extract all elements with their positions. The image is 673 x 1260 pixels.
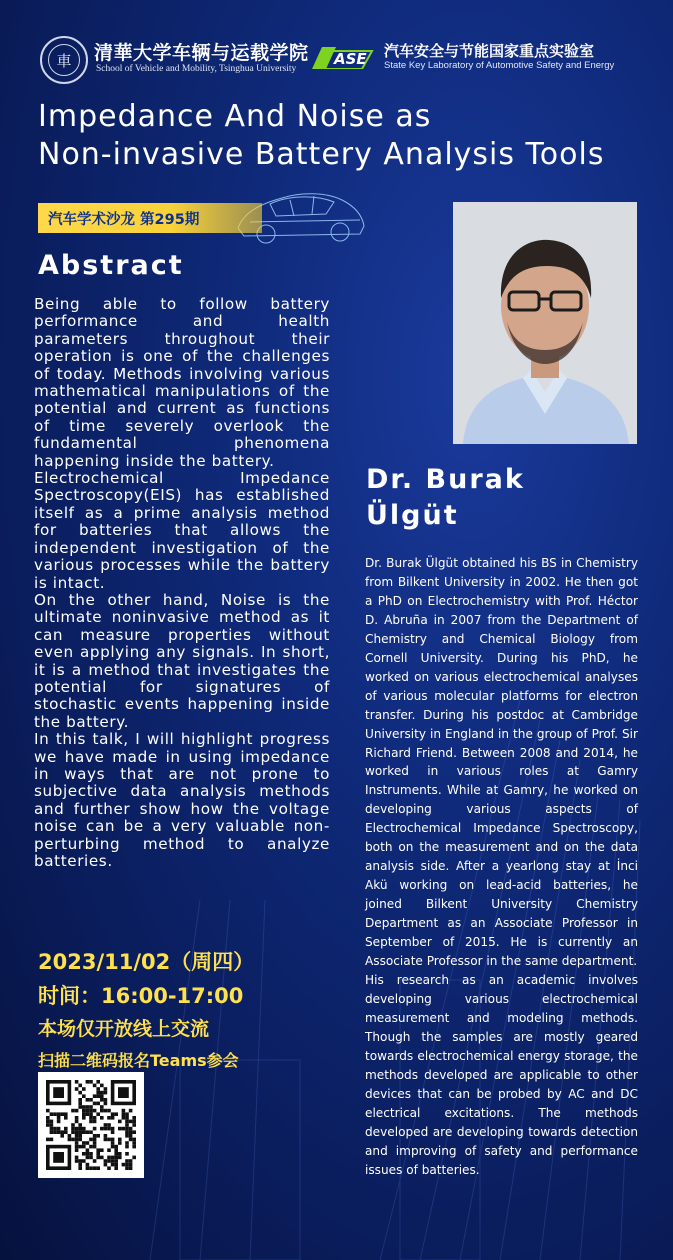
qr-module: [125, 1141, 129, 1145]
qr-module: [107, 1109, 111, 1113]
qr-module: [104, 1138, 108, 1142]
qr-module: [50, 1138, 54, 1142]
qr-module: [75, 1141, 79, 1145]
qr-module: [132, 1156, 136, 1160]
qr-module: [114, 1145, 118, 1149]
qr-module: [107, 1148, 111, 1152]
qr-module: [82, 1141, 86, 1145]
qr-module: [71, 1130, 75, 1134]
qr-module: [71, 1127, 75, 1131]
qr-module: [111, 1138, 115, 1142]
qr-module: [60, 1134, 64, 1138]
speaker-bio-paragraph: His research as an academic involves developing various electrochemical measurement and modeling methods. Though the samples are mostly geared towards electrochemical energy storage, the methods developed are applicable to other devices that can be probed by AC and DC electrical excitations. The methods developed are developing towards detection and improving of safety and performance issues of batteries.: [365, 972, 638, 1177]
qr-module: [100, 1098, 104, 1102]
qr-module: [125, 1163, 129, 1167]
qr-module: [125, 1116, 129, 1120]
qr-finder-center: [118, 1087, 129, 1098]
qr-module: [93, 1127, 97, 1131]
qr-module: [53, 1127, 57, 1131]
abstract-paragraph: In this talk, I will highlight progress we have made in using impedance in ways that are not prone to subjective data analysis methods and further show how the voltage noise can be a very valuable non-perturbing method to analyze batteries.: [34, 730, 330, 870]
qr-module: [118, 1127, 122, 1131]
qr-module: [50, 1120, 54, 1124]
qr-module: [86, 1130, 90, 1134]
qr-module: [93, 1145, 97, 1149]
qr-module: [93, 1120, 97, 1124]
qr-module: [111, 1130, 115, 1134]
qr-module: [107, 1138, 111, 1142]
qr-module: [107, 1123, 111, 1127]
qr-module: [125, 1152, 129, 1156]
qr-module: [75, 1156, 79, 1160]
qr-module: [104, 1123, 108, 1127]
qr-module: [46, 1116, 50, 1120]
qr-module: [122, 1116, 126, 1120]
qr-module: [78, 1102, 82, 1106]
qr-module: [125, 1145, 129, 1149]
qr-module: [75, 1159, 79, 1163]
qr-module: [89, 1105, 93, 1109]
qr-module: [111, 1141, 115, 1145]
ase-lab-logo: [312, 43, 378, 69]
qr-module: [129, 1130, 133, 1134]
school-name-cn: 清華大学车辆与运载学院: [94, 42, 309, 64]
qr-module: [82, 1130, 86, 1134]
qr-module: [96, 1091, 100, 1095]
qr-module: [93, 1102, 97, 1106]
qr-module: [86, 1112, 90, 1116]
abstract-paragraph: Electrochemical Impedance Spectroscopy(EIS) has established itself as a prime analysis method for batteries that allows the independent investigation of the various processes while the battery is intact.: [34, 469, 330, 592]
qr-module: [46, 1138, 50, 1142]
qr-module: [96, 1166, 100, 1170]
qr-module: [125, 1130, 129, 1134]
qr-module: [50, 1123, 54, 1127]
qr-module: [107, 1127, 111, 1131]
qr-module: [64, 1112, 68, 1116]
qr-module: [132, 1116, 136, 1120]
qr-module: [100, 1127, 104, 1131]
qr-module: [104, 1163, 108, 1167]
qr-module: [111, 1145, 115, 1149]
registration-qr-code[interactable]: [38, 1072, 144, 1178]
speaker-photo: [453, 202, 637, 444]
qr-module: [114, 1148, 118, 1152]
qr-module: [96, 1087, 100, 1091]
qr-module: [129, 1163, 133, 1167]
qr-module: [78, 1130, 82, 1134]
qr-module: [93, 1138, 97, 1142]
qr-module: [60, 1130, 64, 1134]
qr-module: [129, 1138, 133, 1142]
qr-module: [82, 1087, 86, 1091]
qr-module: [96, 1112, 100, 1116]
qr-finder-center: [53, 1152, 64, 1163]
qr-module: [86, 1148, 90, 1152]
qr-module: [86, 1156, 90, 1160]
qr-module: [100, 1116, 104, 1120]
qr-module: [46, 1123, 50, 1127]
qr-module: [122, 1163, 126, 1167]
qr-module: [82, 1094, 86, 1098]
qr-module: [132, 1138, 136, 1142]
qr-module: [71, 1109, 75, 1113]
tsinghua-logo: [40, 36, 88, 84]
event-info: [38, 946, 254, 1072]
qr-module: [96, 1156, 100, 1160]
qr-module: [78, 1145, 82, 1149]
qr-module: [93, 1084, 97, 1088]
speaker-name-line-2: Ülgüt: [366, 500, 459, 531]
qr-module: [89, 1130, 93, 1134]
qr-module: [132, 1141, 136, 1145]
qr-module: [86, 1080, 90, 1084]
qr-module: [75, 1116, 79, 1120]
qr-module: [53, 1130, 57, 1134]
lab-name-en: State Key Laboratory of Automotive Safety and Energy: [384, 60, 615, 71]
qr-module: [93, 1166, 97, 1170]
qr-module: [89, 1112, 93, 1116]
qr-module: [100, 1156, 104, 1160]
qr-module: [100, 1094, 104, 1098]
qr-module: [118, 1141, 122, 1145]
qr-module: [96, 1148, 100, 1152]
qr-module: [75, 1134, 79, 1138]
qr-module: [57, 1127, 61, 1131]
qr-module: [75, 1080, 79, 1084]
qr-module: [111, 1112, 115, 1116]
qr-module: [86, 1098, 90, 1102]
qr-module: [78, 1166, 82, 1170]
talk-title-line-1: Impedance And Noise as: [38, 99, 432, 134]
qr-module: [132, 1123, 136, 1127]
qr-module: [64, 1130, 68, 1134]
qr-module: [100, 1148, 104, 1152]
qr-module: [104, 1091, 108, 1095]
qr-module: [104, 1109, 108, 1113]
salon-issue-badge: 汽车学术沙龙 第295期: [38, 203, 262, 233]
qr-module: [57, 1120, 61, 1124]
qr-module: [129, 1120, 133, 1124]
qr-module: [64, 1116, 68, 1120]
qr-module: [89, 1098, 93, 1102]
qr-module: [96, 1080, 100, 1084]
qr-module: [82, 1116, 86, 1120]
school-name-en: School of Vehicle and Mobility, Tsinghua University: [96, 64, 297, 74]
qr-module: [118, 1156, 122, 1160]
qr-module: [96, 1134, 100, 1138]
qr-module: [57, 1112, 61, 1116]
event-mode: 本场仅开放线上交流: [38, 1018, 210, 1040]
qr-module: [64, 1127, 68, 1131]
qr-module: [78, 1105, 82, 1109]
qr-module: [107, 1156, 111, 1160]
qr-module: [122, 1112, 126, 1116]
talk-title: [38, 98, 668, 174]
qr-module: [75, 1109, 79, 1113]
ase-lab-logo-text: ASE: [334, 50, 367, 68]
qr-module: [104, 1159, 108, 1163]
qr-module: [96, 1152, 100, 1156]
qr-module: [118, 1138, 122, 1142]
qr-module: [111, 1159, 115, 1163]
qr-module: [86, 1105, 90, 1109]
qr-module: [78, 1084, 82, 1088]
qr-module: [125, 1166, 129, 1170]
qr-module: [125, 1123, 129, 1127]
qr-module: [104, 1098, 108, 1102]
qr-module: [89, 1156, 93, 1160]
abstract-body: [34, 296, 330, 870]
qr-module: [53, 1112, 57, 1116]
qr-module: [129, 1166, 133, 1170]
speaker-bio-paragraph: Dr. Burak Ülgüt obtained his BS in Chemistry from Bilkent University in 2002. He then got a PhD on Electrochemistry with Prof. Héctor D. Abruña in 2007 from the Department of Chemistry and Chemical Biology from Cornell University. During his PhD, he worked on various electrochemical analyses of various molecular platforms for electron transfer. During his postdoc at Cambridge University in England in the group of Prof. Sir Richard Friend. Between 2008 and 2014, he worked in various roles at Gamry Instruments. While at Gamry, he worked on developing various aspects of Electrochemical Impedance Spectroscopy, both on the measurement and on the data analysis side. After a yearlong stay at İnci Akü working on lead-acid batteries, he joined Bilkent University Chemistry Department as an Associate Professor in September of 2015. He is currently an Associate Professor in the same department.: [365, 556, 638, 969]
qr-module: [107, 1116, 111, 1120]
qr-module: [78, 1159, 82, 1163]
qr-module: [78, 1123, 82, 1127]
qr-module: [75, 1148, 79, 1152]
qr-module: [75, 1127, 79, 1131]
qr-module: [129, 1134, 133, 1138]
qr-module: [78, 1138, 82, 1142]
event-signup-instruction: 扫描二维码报名Teams参会: [38, 1051, 239, 1070]
qr-module: [114, 1156, 118, 1160]
qr-module: [46, 1120, 50, 1124]
qr-module: [107, 1159, 111, 1163]
qr-module: [78, 1163, 82, 1167]
qr-module: [114, 1159, 118, 1163]
qr-module: [96, 1102, 100, 1106]
qr-module: [132, 1145, 136, 1149]
qr-module: [46, 1109, 50, 1113]
speaker-name: [366, 462, 525, 534]
qr-module: [86, 1141, 90, 1145]
qr-module: [50, 1130, 54, 1134]
qr-module: [78, 1098, 82, 1102]
qr-module: [86, 1152, 90, 1156]
qr-module: [89, 1166, 93, 1170]
qr-module: [75, 1130, 79, 1134]
qr-module: [93, 1109, 97, 1113]
lab-name-cn: 汽车安全与节能国家重点实验室: [384, 42, 595, 60]
qr-module: [114, 1163, 118, 1167]
qr-module: [114, 1152, 118, 1156]
qr-module: [100, 1084, 104, 1088]
qr-module: [89, 1116, 93, 1120]
qr-module: [78, 1134, 82, 1138]
qr-module: [82, 1112, 86, 1116]
qr-module: [104, 1134, 108, 1138]
abstract-paragraph: On the other hand, Noise is the ultimate noninvasive method as it can measure properties without even applying any signals. In short, it is a method that investigates the potential for signatures of stochastic events happening inside the battery.: [34, 590, 330, 731]
speaker-bio: [365, 554, 638, 1179]
qr-module: [89, 1152, 93, 1156]
qr-module: [50, 1112, 54, 1116]
qr-module: [82, 1127, 86, 1131]
qr-module: [68, 1134, 72, 1138]
qr-module: [86, 1163, 90, 1167]
abstract-heading: Abstract: [38, 250, 184, 281]
qr-module: [125, 1159, 129, 1163]
qr-module: [129, 1109, 133, 1113]
qr-module: [122, 1127, 126, 1131]
qr-module: [125, 1112, 129, 1116]
qr-module: [82, 1145, 86, 1149]
qr-module: [75, 1138, 79, 1142]
qr-module: [96, 1094, 100, 1098]
qr-module: [57, 1116, 61, 1120]
talk-title-line-2: Non-invasive Battery Analysis Tools: [38, 137, 605, 172]
qr-module: [89, 1145, 93, 1149]
qr-module: [111, 1156, 115, 1160]
speaker-portrait-illustration: [453, 202, 637, 444]
qr-module: [82, 1105, 86, 1109]
qr-module: [132, 1120, 136, 1124]
qr-module: [75, 1145, 79, 1149]
qr-module: [71, 1123, 75, 1127]
qr-module: [125, 1127, 129, 1131]
qr-module: [89, 1109, 93, 1113]
qr-module: [89, 1120, 93, 1124]
event-date: 2023/11/02（周四）: [38, 950, 255, 974]
qr-module: [89, 1138, 93, 1142]
qr-module: [82, 1152, 86, 1156]
qr-module: [93, 1159, 97, 1163]
qr-module: [78, 1127, 82, 1131]
qr-module: [93, 1134, 97, 1138]
qr-module: [132, 1130, 136, 1134]
qr-module: [129, 1127, 133, 1131]
qr-module: [129, 1159, 133, 1163]
qr-module: [75, 1087, 79, 1091]
qr-module: [111, 1163, 115, 1167]
qr-module: [104, 1127, 108, 1131]
qr-module: [75, 1120, 79, 1124]
qr-module: [89, 1080, 93, 1084]
qr-code-icon: [38, 1072, 144, 1178]
qr-module: [93, 1116, 97, 1120]
qr-module: [111, 1127, 115, 1131]
qr-finder-center: [53, 1087, 64, 1098]
qr-module: [122, 1109, 126, 1113]
qr-module: [93, 1094, 97, 1098]
qr-module: [118, 1120, 122, 1124]
qr-module: [86, 1166, 90, 1170]
qr-module: [100, 1105, 104, 1109]
qr-module: [125, 1134, 129, 1138]
header: [0, 0, 673, 90]
qr-module: [78, 1091, 82, 1095]
qr-module: [57, 1130, 61, 1134]
qr-module: [60, 1112, 64, 1116]
qr-module: [104, 1087, 108, 1091]
qr-module: [82, 1109, 86, 1113]
speaker-name-line-1: Dr. Burak: [366, 464, 525, 495]
qr-module: [86, 1109, 90, 1113]
qr-module: [114, 1166, 118, 1170]
qr-module: [100, 1109, 104, 1113]
qr-module: [100, 1091, 104, 1095]
qr-module: [93, 1141, 97, 1145]
qr-module: [104, 1102, 108, 1106]
event-time: 时间：16:00-17:00: [38, 984, 244, 1008]
qr-module: [125, 1120, 129, 1124]
qr-module: [111, 1116, 115, 1120]
qr-module: [118, 1152, 122, 1156]
qr-module: [68, 1138, 72, 1142]
abstract-paragraph: Being able to follow battery performance and health parameters throughout their operation is one of the challenges of today. Methods involving various mathematical manipulations of the potential and current as functions of time severely overlook the fundamental phenomena happening inside the battery.: [34, 295, 330, 470]
tsinghua-logo-mark: 車: [48, 44, 80, 76]
qr-module: [50, 1127, 54, 1131]
qr-module: [107, 1166, 111, 1170]
qr-module: [71, 1138, 75, 1142]
qr-module: [82, 1159, 86, 1163]
qr-module: [114, 1112, 118, 1116]
